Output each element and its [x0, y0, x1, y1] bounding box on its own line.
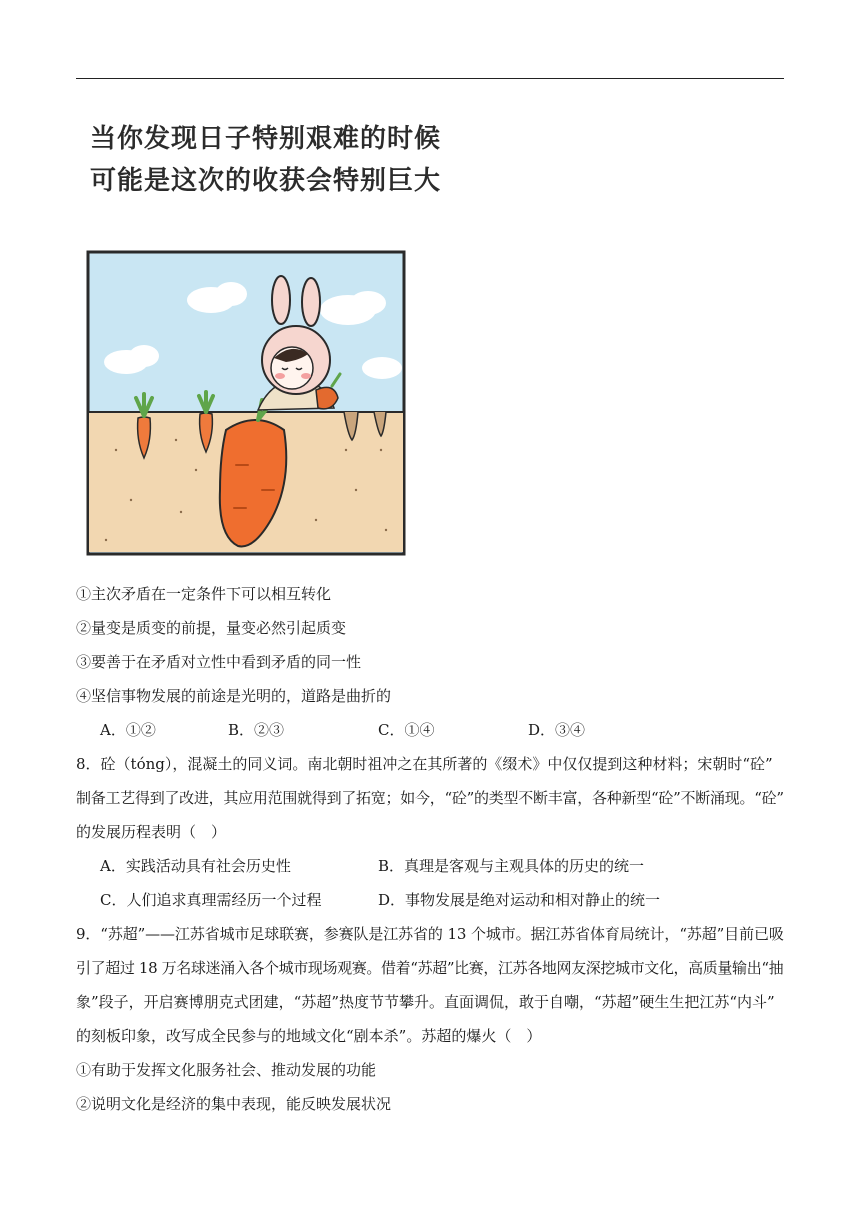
q8-stem-line-1: 8．砼（tóng），混凝土的同义词。南北朝时祖冲之在其所著的《缀术》中仅仅提到这种材料；宋朝时“砼”	[76, 755, 773, 773]
q9-stem-line-1: 9．“苏超”——江苏省城市足球联赛，参赛队是江苏省的 13 个城市。据江苏省体育局统计，“苏超”目前已吸	[76, 925, 784, 943]
q7-statement-1: ①主次矛盾在一定条件下可以相互转化	[76, 585, 332, 603]
comic-caption-line-2: 可能是这次的收获会特别巨大	[90, 166, 442, 196]
q9-stem-line-2: 引了超过 18 万名球迷涌入各个城市现场观赛。借着“苏超”比赛，江苏各地网友深挖城市文化，高质量输出“抽	[76, 959, 784, 977]
q9-stem-line-3: 象”段子，开启赛博朋克式团建，“苏超”热度节节攀升。直面调侃，敢于自嘲，“苏超”硬生生把江苏“内斗”	[76, 993, 775, 1011]
q8-stem-line-3: 的发展历程表明（ ）	[76, 823, 227, 841]
q8-option-b[interactable]: B．真理是客观与主观具体的历史的统一	[378, 857, 645, 875]
carrot-comic-illustration	[86, 250, 406, 556]
q7-option-a[interactable]: A．①②	[100, 721, 156, 739]
q7-statement-4: ④坚信事物发展的前途是光明的，道路是曲折的	[76, 687, 392, 705]
q7-statement-2: ②量变是质变的前提，量变必然引起质变	[76, 619, 347, 637]
header-rule	[76, 78, 784, 79]
q7-statement-3: ③要善于在矛盾对立性中看到矛盾的同一性	[76, 653, 362, 671]
q9-stem-line-4: 的刻板印象，改写成全民参与的地域文化“剧本杀”。苏超的爆火（ ）	[76, 1027, 542, 1045]
q8-option-c[interactable]: C．人们追求真理需经历一个过程	[100, 891, 322, 909]
q7-option-c[interactable]: C．①④	[378, 721, 435, 739]
q7-option-d[interactable]: D．③④	[528, 721, 586, 739]
q8-option-d[interactable]: D．事物发展是绝对运动和相对静止的统一	[378, 891, 661, 909]
q9-statement-2: ②说明文化是经济的集中表现，能反映发展状况	[76, 1095, 392, 1113]
q9-statement-1: ①有助于发挥文化服务社会、推动发展的功能	[76, 1061, 377, 1079]
q8-option-a[interactable]: A．实践活动具有社会历史性	[100, 857, 291, 875]
q8-stem-line-2: 制备工艺得到了改进，其应用范围就得到了拓宽；如今，“砼”的类型不断丰富，各种新型“砼”不断涌现。“砼”	[76, 789, 784, 807]
comic-caption-line-1: 当你发现日子特别艰难的时候	[90, 124, 442, 154]
q7-option-b[interactable]: B．②③	[228, 721, 285, 739]
